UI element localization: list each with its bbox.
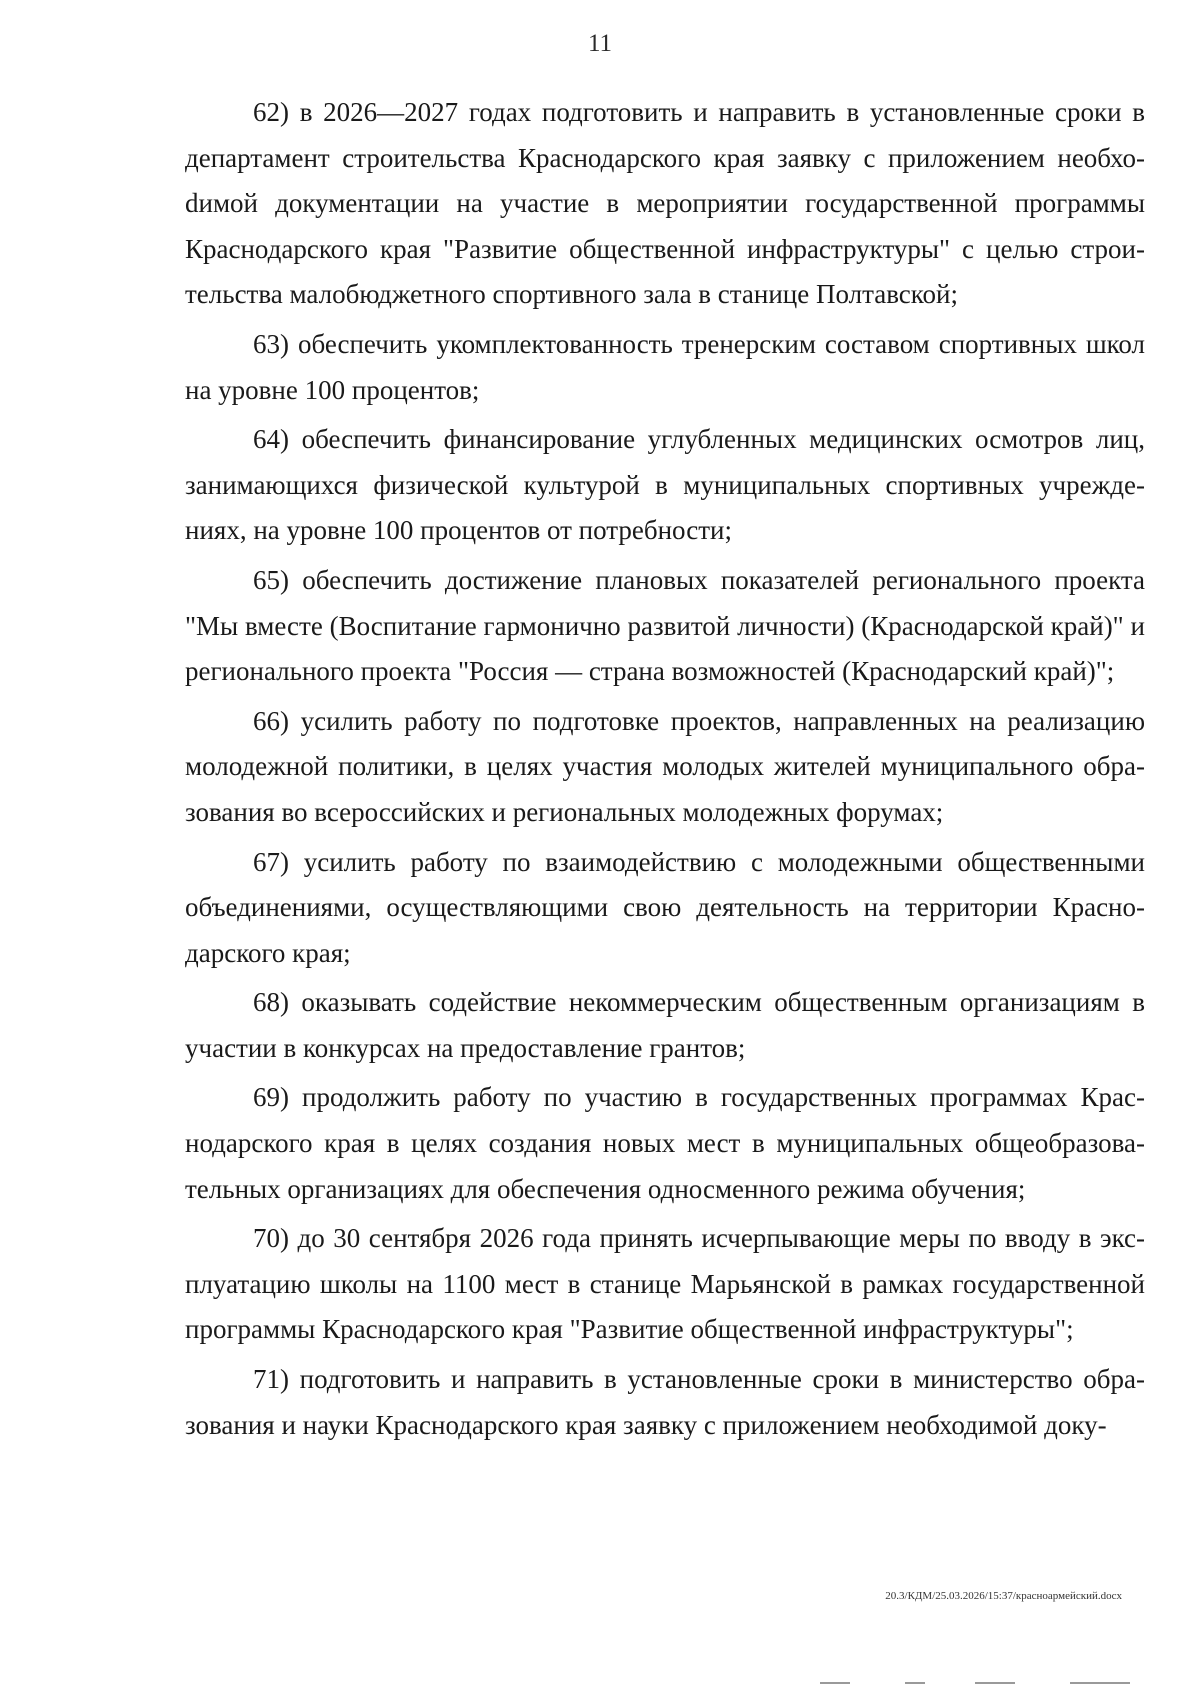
paragraph-62: 62) в 2026—2027 годах подготовить и направить в установленные сроки в департамент строительства Краснодарского края заявку с приложением необхоdимой документации на участие в мероприятии государственной программы Краснодарского края "Развитие общественной инфраструктуры" с целью строительства малобюджетного спортивного зала в станице Полтавской; — [185, 97, 1145, 310]
paragraph-67: 67) усилить работу по взаимодействию с молодежными общественными объединениями, осуществляющими свою деятельность на территории Краснодарского края; — [185, 846, 1145, 968]
scan-edge-mark — [905, 1682, 925, 1684]
paragraph-69: 69) продолжить работу по участию в государственных программах Краснодарского края в целях создания новых мест в муниципальных общеобразовательных организациях для обеспечения односменного режима обучения; — [185, 1082, 1145, 1204]
document-body — [185, 90, 1145, 1452]
scan-edge-mark — [820, 1682, 850, 1684]
paragraph-65: 65) обеспечить достижение плановых показателей регионального проекта "Мы вместе (Воспитание гармонично развитой личности) (Краснодарской край)" и регионального проекта "Россия — страна возможностей (Краснодарский край)"; — [185, 564, 1145, 687]
scan-edge-mark — [975, 1682, 1015, 1684]
paragraph-70: 70) до 30 сентября 2026 года принять исчерпывающие меры по вводу в эксплуатацию школы на 1100 мест в станице Марьянской в рамках государственной программы Краснодарского края "Развитие общественной инфраструктуры"; — [185, 1223, 1145, 1345]
page-number: 11 — [587, 30, 613, 57]
paragraph-63: 63) обеспечить укомплектованность тренерским составом спортивных школ на уровне 100 процентов; — [185, 328, 1145, 405]
paragraph-64: 64) обеспечить финансирование углубленных медицинских осмотров лиц, занимающихся физической культурой в муниципальных спортивных учреждениях, на уровне 100 процентов от потребности; — [185, 424, 1145, 546]
paragraph-68: 68) оказывать содействие некоммерческим общественным организациям в участии в конкурсах на предоставление грантов; — [185, 987, 1145, 1063]
scan-edge-mark — [1070, 1682, 1130, 1684]
document-footer: 20.3/КДМ/25.03.2026/15:37/красноармейский.docx — [885, 1590, 1122, 1602]
paragraph-66: 66) усилить работу по подготовке проектов, направленных на реализацию молодежной политики, в целях участия молодых жителей муниципального образования во всероссийских и региональных молодежных форумах; — [185, 705, 1145, 827]
paragraph-71: 71) подготовить и направить в установленные сроки в министерство образования и науки Краснодарского края заявку с приложением необходимой доку- — [185, 1364, 1145, 1440]
